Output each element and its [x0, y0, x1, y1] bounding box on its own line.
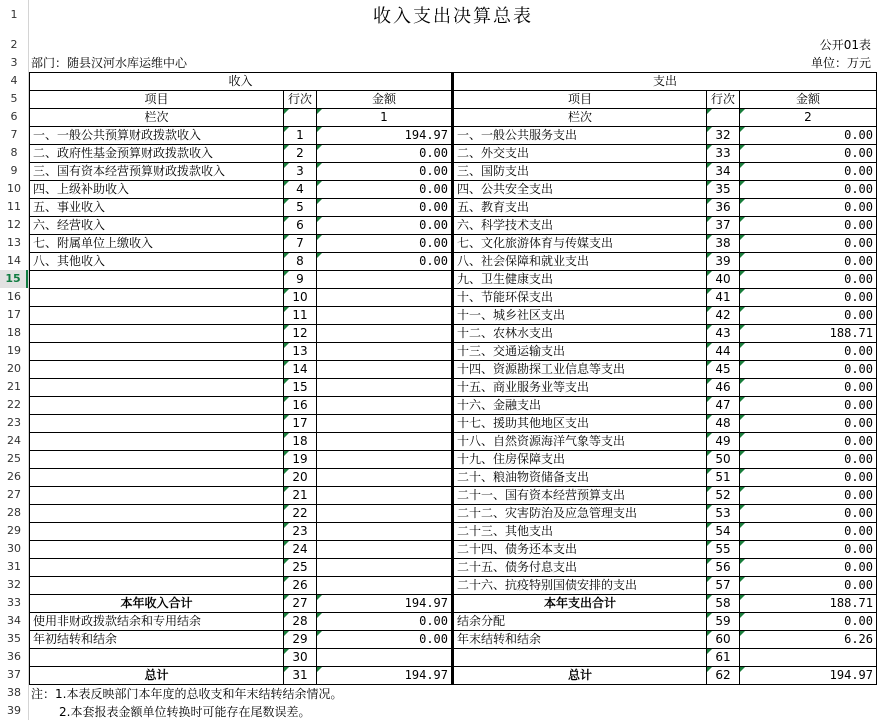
income-item[interactable]: 七、附属单位上缴收入 — [29, 235, 284, 253]
income-item[interactable] — [29, 469, 284, 487]
expense-line[interactable]: 43 — [707, 325, 740, 343]
expense-grand-total-label[interactable]: 总计 — [452, 667, 707, 685]
row-number[interactable]: 8 — [10, 146, 18, 159]
income-line[interactable]: 10 — [284, 289, 317, 307]
column-header-row — [29, 91, 877, 109]
table-row — [29, 469, 877, 487]
income-item[interactable]: 四、上级补助收入 — [29, 181, 284, 199]
expense-amount[interactable]: 0.00 — [740, 541, 877, 559]
income-line[interactable]: 7 — [284, 235, 317, 253]
row-header-column — [0, 0, 29, 720]
expense-line[interactable]: 52 — [707, 487, 740, 505]
expense-amount[interactable]: 188.71 — [740, 325, 877, 343]
row-number[interactable]: 27 — [7, 488, 21, 501]
income-line[interactable]: 29 — [284, 631, 317, 649]
income-line[interactable]: 8 — [284, 253, 317, 271]
expense-item[interactable]: 二十六、抗疫特别国债安排的支出 — [452, 577, 707, 595]
department-label[interactable]: 部门：随县汉河水库运维中心 — [31, 56, 188, 70]
expense-item[interactable]: 五、教育支出 — [452, 199, 707, 217]
expense-line[interactable]: 56 — [707, 559, 740, 577]
expense-amount[interactable]: 0.00 — [740, 451, 877, 469]
income-item[interactable]: 八、其他收入 — [29, 253, 284, 271]
note-1[interactable]: 注：1.本表反映部门本年度的总收支和年末结转结余情况。 — [31, 687, 343, 701]
row-number[interactable]: 35 — [7, 632, 21, 645]
expense-amount[interactable]: 0.00 — [740, 415, 877, 433]
income-amount[interactable] — [317, 541, 452, 559]
row-number[interactable]: 12 — [7, 218, 21, 231]
income-line[interactable]: 9 — [284, 271, 317, 289]
table-row — [29, 235, 877, 253]
meta-row — [29, 54, 877, 72]
row-number[interactable]: 15 — [0, 270, 28, 288]
expense-line[interactable]: 61 — [707, 649, 740, 667]
expense-amount[interactable]: 0.00 — [740, 433, 877, 451]
expense-item[interactable]: 一、一般公共服务支出 — [452, 127, 707, 145]
expense-header[interactable]: 支出 — [452, 73, 877, 91]
income-line[interactable]: 26 — [284, 577, 317, 595]
income-line[interactable]: 5 — [284, 199, 317, 217]
income-line[interactable]: 30 — [284, 649, 317, 667]
expense-line[interactable]: 50 — [707, 451, 740, 469]
income-line[interactable]: 2 — [284, 145, 317, 163]
row-number[interactable]: 28 — [7, 506, 21, 519]
expense-amount-header[interactable]: 金额 — [740, 91, 877, 109]
expense-item[interactable]: 二、外交支出 — [452, 145, 707, 163]
income-column-label[interactable]: 栏次 — [29, 109, 284, 127]
income-item[interactable] — [29, 505, 284, 523]
row-number[interactable]: 17 — [7, 308, 21, 321]
income-line[interactable]: 6 — [284, 217, 317, 235]
table-row — [29, 307, 877, 325]
income-line[interactable]: 16 — [284, 397, 317, 415]
expense-item[interactable]: 十五、商业服务业等支出 — [452, 379, 707, 397]
table-row — [29, 127, 877, 145]
income-item[interactable] — [29, 343, 284, 361]
report-title[interactable]: 收入支出决算总表 — [373, 6, 533, 27]
income-line[interactable]: 22 — [284, 505, 317, 523]
income-line[interactable]: 24 — [284, 541, 317, 559]
expense-amount[interactable]: 0.00 — [740, 235, 877, 253]
income-amount[interactable]: 0.00 — [317, 217, 452, 235]
expense-item[interactable]: 四、公共安全支出 — [452, 181, 707, 199]
income-amount[interactable] — [317, 415, 452, 433]
income-amount[interactable]: 0.00 — [317, 199, 452, 217]
expense-amount[interactable]: 0.00 — [740, 559, 877, 577]
row-number[interactable]: 10 — [7, 182, 21, 195]
row-number[interactable]: 21 — [7, 380, 21, 393]
expense-column-number[interactable]: 2 — [740, 109, 877, 127]
expense-amount[interactable]: 0.00 — [740, 127, 877, 145]
income-item[interactable]: 三、国有资本经营预算财政拨款收入 — [29, 163, 284, 181]
row-number[interactable]: 39 — [7, 704, 21, 717]
income-amount[interactable]: 0.00 — [317, 181, 452, 199]
table-row — [29, 487, 877, 505]
expense-item[interactable]: 十一、城乡社区支出 — [452, 307, 707, 325]
income-amount[interactable] — [317, 397, 452, 415]
table-row — [29, 541, 877, 559]
table-row — [29, 361, 877, 379]
expense-item[interactable]: 十六、金融支出 — [452, 397, 707, 415]
expense-line[interactable]: 33 — [707, 145, 740, 163]
expense-line[interactable]: 54 — [707, 523, 740, 541]
row-number[interactable]: 16 — [7, 290, 21, 303]
expense-line[interactable]: 51 — [707, 469, 740, 487]
income-total-label[interactable]: 本年收入合计 — [29, 595, 284, 613]
row-number[interactable]: 37 — [7, 668, 21, 681]
expense-item[interactable]: 十三、交通运输支出 — [452, 343, 707, 361]
expense-item[interactable]: 七、文化旅游体育与传媒支出 — [452, 235, 707, 253]
expense-line[interactable]: 45 — [707, 361, 740, 379]
table-row — [29, 181, 877, 199]
expense-amount[interactable] — [740, 649, 877, 667]
income-amount[interactable]: 194.97 — [317, 127, 452, 145]
expense-line[interactable]: 49 — [707, 433, 740, 451]
income-amount[interactable]: 0.00 — [317, 145, 452, 163]
income-line[interactable]: 3 — [284, 163, 317, 181]
income-line[interactable]: 18 — [284, 433, 317, 451]
row-number[interactable]: 32 — [7, 578, 21, 591]
expense-line[interactable]: 42 — [707, 307, 740, 325]
expense-item[interactable]: 二十四、债务还本支出 — [452, 541, 707, 559]
expense-item[interactable]: 年末结转和结余 — [452, 631, 707, 649]
expense-column-label[interactable]: 栏次 — [452, 109, 707, 127]
income-amount[interactable] — [317, 577, 452, 595]
expense-amount[interactable]: 0.00 — [740, 613, 877, 631]
table-row — [29, 199, 877, 217]
row-number[interactable]: 14 — [7, 254, 21, 267]
expense-amount[interactable]: 0.00 — [740, 343, 877, 361]
income-item[interactable] — [29, 487, 284, 505]
income-amount[interactable] — [317, 487, 452, 505]
expense-amount[interactable]: 0.00 — [740, 307, 877, 325]
income-amount[interactable] — [317, 523, 452, 541]
expense-item[interactable]: 三、国防支出 — [452, 163, 707, 181]
income-grand-total-amount[interactable]: 194.97 — [317, 667, 452, 685]
expense-amount[interactable]: 0.00 — [740, 469, 877, 487]
expense-amount[interactable]: 0.00 — [740, 289, 877, 307]
row-number[interactable]: 2 — [10, 38, 18, 51]
income-amount[interactable]: 0.00 — [317, 235, 452, 253]
expense-item-header[interactable]: 项目 — [452, 91, 707, 109]
income-grand-total-line[interactable]: 31 — [284, 667, 317, 685]
grand-total-row — [29, 667, 877, 685]
section-header-row — [29, 73, 877, 91]
income-line-header[interactable]: 行次 — [284, 91, 317, 109]
expense-amount[interactable]: 6.26 — [740, 631, 877, 649]
income-amount[interactable] — [317, 505, 452, 523]
income-item[interactable] — [29, 361, 284, 379]
income-column-number[interactable]: 1 — [317, 109, 452, 127]
row-number[interactable]: 20 — [7, 362, 21, 375]
expense-item[interactable]: 八、社会保障和就业支出 — [452, 253, 707, 271]
income-item[interactable] — [29, 415, 284, 433]
income-line[interactable]: 23 — [284, 523, 317, 541]
expense-item[interactable] — [452, 649, 707, 667]
row-number[interactable]: 38 — [7, 686, 21, 699]
row-number[interactable]: 4 — [10, 74, 18, 87]
income-item[interactable]: 使用非财政拨款结余和专用结余 — [29, 613, 284, 631]
row-number[interactable]: 30 — [7, 542, 21, 555]
income-grand-total-label[interactable]: 总计 — [29, 667, 284, 685]
income-line[interactable]: 12 — [284, 325, 317, 343]
expense-line[interactable]: 59 — [707, 613, 740, 631]
expense-amount[interactable]: 0.00 — [740, 577, 877, 595]
table-row — [29, 451, 877, 469]
table-row — [29, 145, 877, 163]
expense-item[interactable]: 六、科学技术支出 — [452, 217, 707, 235]
income-line[interactable]: 28 — [284, 613, 317, 631]
income-item[interactable] — [29, 433, 284, 451]
expense-line[interactable]: 38 — [707, 235, 740, 253]
expense-amount[interactable]: 0.00 — [740, 271, 877, 289]
row-number[interactable]: 9 — [10, 164, 18, 177]
income-item[interactable] — [29, 649, 284, 667]
expense-line-header[interactable]: 行次 — [707, 91, 740, 109]
expense-line[interactable]: 37 — [707, 217, 740, 235]
row-number[interactable]: 6 — [10, 110, 18, 123]
income-item[interactable] — [29, 289, 284, 307]
expense-item[interactable]: 二十、粮油物资储备支出 — [452, 469, 707, 487]
expense-item[interactable]: 九、卫生健康支出 — [452, 271, 707, 289]
table-row — [29, 217, 877, 235]
income-item[interactable] — [29, 451, 284, 469]
income-amount[interactable] — [317, 361, 452, 379]
expense-amount[interactable]: 0.00 — [740, 361, 877, 379]
table-row — [29, 631, 877, 649]
income-amount[interactable] — [317, 343, 452, 361]
row-number[interactable]: 1 — [10, 8, 18, 21]
expense-grand-total-amount[interactable]: 194.97 — [740, 667, 877, 685]
table-row — [29, 379, 877, 397]
expense-item[interactable]: 二十五、债务付息支出 — [452, 559, 707, 577]
table-row — [29, 271, 877, 289]
income-amount[interactable] — [317, 379, 452, 397]
expense-item[interactable]: 结余分配 — [452, 613, 707, 631]
expense-line[interactable]: 46 — [707, 379, 740, 397]
income-item[interactable]: 五、事业收入 — [29, 199, 284, 217]
income-amount[interactable]: 0.00 — [317, 631, 452, 649]
expense-line[interactable]: 36 — [707, 199, 740, 217]
income-line[interactable]: 15 — [284, 379, 317, 397]
expense-amount[interactable]: 0.00 — [740, 145, 877, 163]
expense-line[interactable]: 35 — [707, 181, 740, 199]
expense-amount[interactable]: 0.00 — [740, 163, 877, 181]
income-item[interactable] — [29, 271, 284, 289]
table-row — [29, 505, 877, 523]
table-row — [29, 559, 877, 577]
table-row — [29, 325, 877, 343]
income-item[interactable]: 一、一般公共预算财政拨款收入 — [29, 127, 284, 145]
income-line[interactable]: 1 — [284, 127, 317, 145]
expense-amount[interactable]: 0.00 — [740, 253, 877, 271]
income-line[interactable]: 19 — [284, 451, 317, 469]
row-number[interactable]: 31 — [7, 560, 21, 573]
income-line[interactable]: 11 — [284, 307, 317, 325]
table-row — [29, 433, 877, 451]
income-item[interactable] — [29, 559, 284, 577]
income-item[interactable] — [29, 541, 284, 559]
row-number[interactable]: 22 — [7, 398, 21, 411]
sheet-content — [29, 0, 877, 721]
income-amount[interactable]: 0.00 — [317, 613, 452, 631]
expense-line[interactable]: 60 — [707, 631, 740, 649]
row-number[interactable]: 11 — [7, 200, 21, 213]
table-row — [29, 397, 877, 415]
income-amount-header[interactable]: 金额 — [317, 91, 452, 109]
expense-amount[interactable]: 0.00 — [740, 217, 877, 235]
expense-amount[interactable]: 0.00 — [740, 505, 877, 523]
income-amount[interactable] — [317, 451, 452, 469]
row-number[interactable]: 7 — [10, 128, 18, 141]
table-row — [29, 649, 877, 667]
expense-line[interactable]: 39 — [707, 253, 740, 271]
table-row — [29, 415, 877, 433]
table-row — [29, 343, 877, 361]
expense-item[interactable]: 二十一、国有资本经营预算支出 — [452, 487, 707, 505]
income-amount[interactable] — [317, 271, 452, 289]
expense-line[interactable]: 41 — [707, 289, 740, 307]
expense-grand-total-line[interactable]: 62 — [707, 667, 740, 685]
expense-line[interactable]: 47 — [707, 397, 740, 415]
expense-amount[interactable]: 0.00 — [740, 487, 877, 505]
expense-item[interactable]: 十九、住房保障支出 — [452, 451, 707, 469]
income-line[interactable]: 13 — [284, 343, 317, 361]
income-item[interactable] — [29, 523, 284, 541]
unit-label[interactable]: 单位：万元 — [810, 56, 871, 70]
expense-item[interactable]: 二十二、灾害防治及应急管理支出 — [452, 505, 707, 523]
row-number[interactable]: 19 — [7, 344, 21, 357]
table-row — [29, 253, 877, 271]
column-number-row — [29, 109, 877, 127]
row-number[interactable]: 13 — [7, 236, 21, 249]
table-row — [29, 613, 877, 631]
expense-line[interactable]: 40 — [707, 271, 740, 289]
income-line[interactable]: 14 — [284, 361, 317, 379]
income-item-header[interactable]: 项目 — [29, 91, 284, 109]
income-amount[interactable] — [317, 559, 452, 577]
income-item[interactable] — [29, 379, 284, 397]
expense-line[interactable]: 57 — [707, 577, 740, 595]
expense-amount[interactable]: 0.00 — [740, 379, 877, 397]
expense-item[interactable]: 二十三、其他支出 — [452, 523, 707, 541]
income-item[interactable] — [29, 397, 284, 415]
income-amount[interactable] — [317, 469, 452, 487]
row-number[interactable]: 25 — [7, 452, 21, 465]
expense-amount[interactable]: 0.00 — [740, 523, 877, 541]
row-number[interactable]: 34 — [7, 614, 21, 627]
income-amount[interactable] — [317, 433, 452, 451]
income-amount[interactable] — [317, 289, 452, 307]
expense-item[interactable]: 十、节能环保支出 — [452, 289, 707, 307]
table-body — [29, 127, 877, 685]
row-number[interactable]: 23 — [7, 416, 21, 429]
expense-line[interactable]: 55 — [707, 541, 740, 559]
income-amount[interactable] — [317, 649, 452, 667]
income-line[interactable]: 25 — [284, 559, 317, 577]
row-number[interactable]: 24 — [7, 434, 21, 447]
income-line[interactable]: 17 — [284, 415, 317, 433]
income-line[interactable]: 21 — [284, 487, 317, 505]
income-amount[interactable]: 0.00 — [317, 253, 452, 271]
row-number[interactable]: 36 — [7, 650, 21, 663]
expense-total-line[interactable]: 58 — [707, 595, 740, 613]
row-number[interactable]: 26 — [7, 470, 21, 483]
income-line[interactable]: 20 — [284, 469, 317, 487]
table-row — [29, 289, 877, 307]
expense-amount[interactable]: 0.00 — [740, 199, 877, 217]
income-amount[interactable]: 0.00 — [317, 163, 452, 181]
expense-total-label[interactable]: 本年支出合计 — [452, 595, 707, 613]
expense-item[interactable]: 十二、农林水支出 — [452, 325, 707, 343]
income-item[interactable]: 二、政府性基金预算财政拨款收入 — [29, 145, 284, 163]
row-number[interactable]: 33 — [7, 596, 21, 609]
income-line[interactable]: 4 — [284, 181, 317, 199]
expense-total-amount[interactable]: 188.71 — [740, 595, 877, 613]
form-code[interactable]: 公开01表 — [819, 38, 871, 52]
income-total-amount[interactable]: 194.97 — [317, 595, 452, 613]
income-line-blank[interactable] — [284, 109, 317, 127]
table-row — [29, 577, 877, 595]
expense-line[interactable]: 34 — [707, 163, 740, 181]
income-amount[interactable] — [317, 307, 452, 325]
income-item[interactable] — [29, 307, 284, 325]
expense-line-blank[interactable] — [707, 109, 740, 127]
expense-line[interactable]: 44 — [707, 343, 740, 361]
row-number[interactable]: 18 — [7, 326, 21, 339]
note-2[interactable]: 2.本套报表金额单位转换时可能存在尾数误差。 — [59, 705, 311, 719]
total-row — [29, 595, 877, 613]
expense-line[interactable]: 53 — [707, 505, 740, 523]
expense-item[interactable]: 十四、资源勘探工业信息等支出 — [452, 361, 707, 379]
table — [29, 72, 877, 685]
income-total-line[interactable]: 27 — [284, 595, 317, 613]
income-item[interactable] — [29, 325, 284, 343]
income-item[interactable] — [29, 577, 284, 595]
row-number[interactable]: 29 — [7, 524, 21, 537]
expense-item[interactable]: 十八、自然资源海洋气象等支出 — [452, 433, 707, 451]
row-number[interactable]: 5 — [10, 92, 18, 105]
expense-line[interactable]: 48 — [707, 415, 740, 433]
income-amount[interactable] — [317, 325, 452, 343]
table-row — [29, 523, 877, 541]
expense-line[interactable]: 32 — [707, 127, 740, 145]
income-header[interactable]: 收入 — [29, 73, 452, 91]
expense-amount[interactable]: 0.00 — [740, 397, 877, 415]
income-item[interactable]: 年初结转和结余 — [29, 631, 284, 649]
table-row — [29, 163, 877, 181]
expense-amount[interactable]: 0.00 — [740, 181, 877, 199]
row-number[interactable]: 3 — [10, 56, 18, 69]
expense-item[interactable]: 十七、援助其他地区支出 — [452, 415, 707, 433]
income-item[interactable]: 六、经营收入 — [29, 217, 284, 235]
